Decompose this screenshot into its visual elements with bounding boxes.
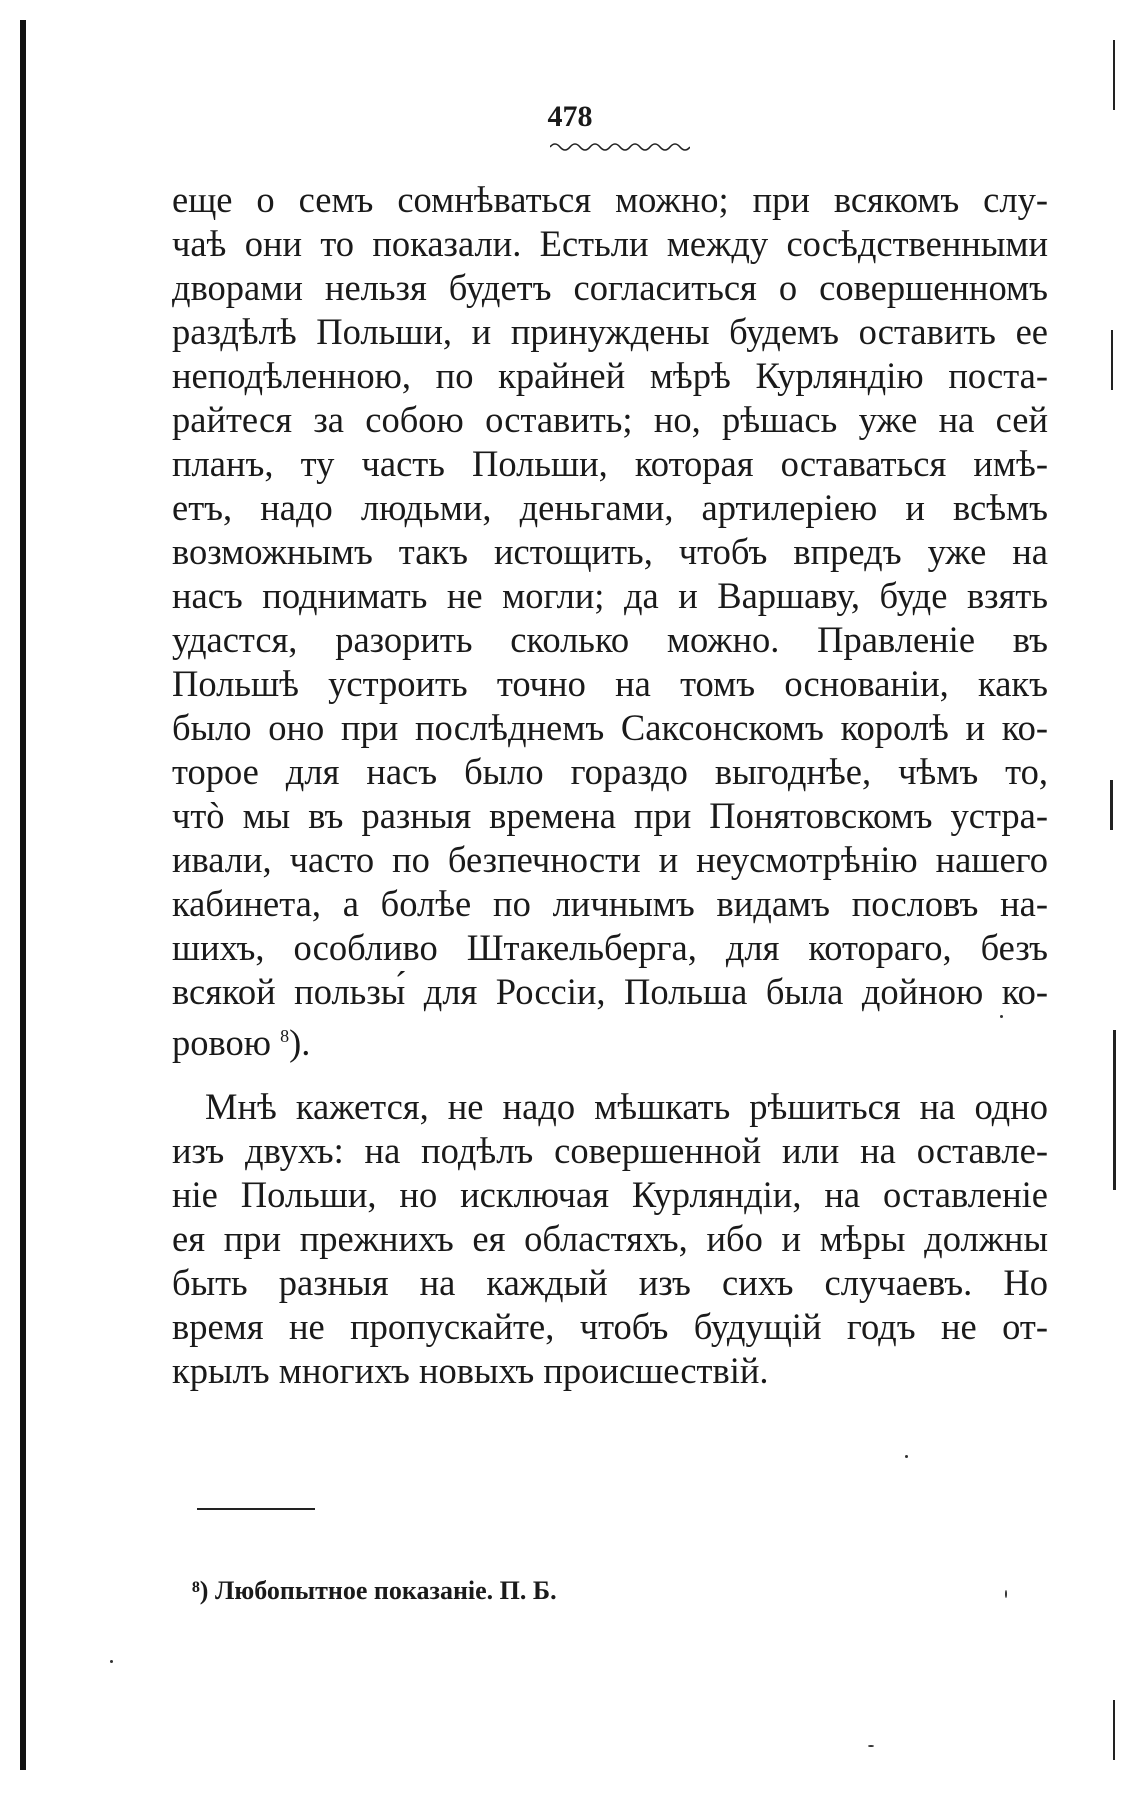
page-binding-edge <box>20 20 26 1770</box>
text-line: торое для насъ было гораздо выгоднѣе, чѣмъ то, <box>172 751 1048 792</box>
paper-speck <box>1000 1015 1003 1018</box>
text-line: насъ поднимать не могли; да и Варшаву, буде взять <box>172 575 1048 616</box>
text-line: шихъ, особливо Штакельберга, для котораго, безъ <box>172 927 1048 968</box>
page-number: 478 <box>547 100 593 133</box>
text-line: еще о семъ сомнѣваться можно; при всякомъ слу- <box>172 179 1048 220</box>
text-line: неподѣленною, по крайней мѣрѣ Курляндію поста- <box>172 355 1048 396</box>
text-line: етъ, надо людьми, деньгами, артилеріею и всѣмъ <box>172 487 1048 528</box>
text-fragment: ). <box>289 1022 311 1064</box>
text-line: было оно при послѣднемъ Саксонскомъ королѣ и ко- <box>172 707 1048 748</box>
text-line: быть разныя на каждый изъ сихъ случаевъ. Но <box>172 1262 1048 1303</box>
text-line: кабинета, а болѣе по личнымъ видамъ пословъ на- <box>172 883 1048 924</box>
paper-speck <box>110 1660 113 1663</box>
right-margin-mark <box>1111 330 1113 390</box>
text-line-final <box>172 1014 1048 1065</box>
text-line: чтò мы въ разныя времена при Понятовскомъ устра- <box>172 795 1048 836</box>
text-fragment: ровою <box>172 1022 272 1064</box>
text-line: ея при прежнихъ ея областяхъ, ибо и мѣры должны <box>172 1218 1048 1259</box>
text-line: планъ, ту часть Польши, которая оставаться имѣ- <box>172 443 1048 484</box>
right-margin-mark <box>1113 1700 1115 1760</box>
text-line: время не пропускайте, чтобъ будущій годъ не от- <box>172 1306 1048 1347</box>
right-margin-mark <box>1110 780 1113 830</box>
text-line: ивали, часто по безпечности и неусмотрѣнію нашего <box>172 839 1048 880</box>
text-line: райтеся за собою оставить; но, рѣшась уже на сей <box>172 399 1048 440</box>
text-line: Мнѣ кажется, не надо мѣшкать рѣшиться на одно <box>205 1086 1048 1127</box>
footnote: ⁸) Любопытное показаніе. П. Б. <box>192 1576 557 1605</box>
text-line: изъ двухъ: на подѣлъ совершенной или на оставле- <box>172 1130 1048 1171</box>
footnote-reference: 8 <box>280 1026 290 1046</box>
paper-speck <box>1005 1590 1007 1598</box>
right-margin-mark <box>1113 1030 1116 1190</box>
text-line: возможнымъ такъ истощить, чтобъ впредъ уже на <box>172 531 1048 572</box>
text-line: дворами нельзя будетъ согласиться о совершенномъ <box>172 267 1048 308</box>
text-line: раздѣлѣ Польши, и принуждены будемъ оставить ее <box>172 311 1048 352</box>
text-line: ніе Польши, но исключая Курляндіи, на оставленіе <box>172 1174 1048 1215</box>
paper-speck <box>905 1455 908 1458</box>
text-line: чаѣ они то показали. Естьли между сосѣдственными <box>172 223 1048 264</box>
text-line: Польшѣ устроить точно на томъ основаніи, какъ <box>172 663 1048 704</box>
footnote-separator <box>197 1508 315 1510</box>
text-line: удастся, разорить сколько можно. Правленіе въ <box>172 619 1048 660</box>
text-line: всякой пользы́ для Россіи, Польша была дойною ко- <box>172 971 1048 1012</box>
paper-speck <box>868 1745 874 1747</box>
text-line: крылъ многихъ новыхъ происшествій. <box>172 1350 769 1391</box>
wavy-ornament <box>550 140 690 154</box>
